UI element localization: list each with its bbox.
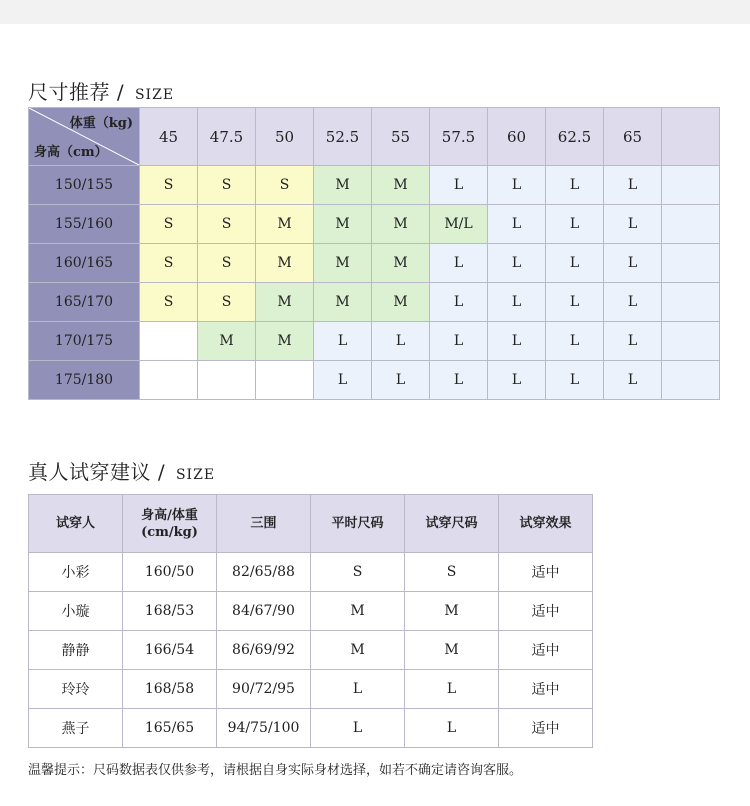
fit-cell: 适中 xyxy=(499,709,593,748)
fit-cell: 适中 xyxy=(499,553,593,592)
fit-table-row xyxy=(29,670,593,709)
fit-cell: 84/67/90 xyxy=(217,592,311,631)
fit-table-header-row xyxy=(29,495,593,553)
fit-cell: 小彩 xyxy=(29,553,123,592)
size-cell: M xyxy=(314,166,372,205)
size-cell: M xyxy=(372,205,430,244)
size-cell xyxy=(662,244,720,283)
size-cell: L xyxy=(604,205,662,244)
fit-cell: 86/69/92 xyxy=(217,631,311,670)
size-cell xyxy=(662,166,720,205)
size-cell: M xyxy=(372,283,430,322)
height-axis-label: 身高（cm） xyxy=(34,145,108,160)
size-cell xyxy=(662,361,720,400)
size-cell: S xyxy=(140,283,198,322)
size-cell xyxy=(140,322,198,361)
weight-header-cell xyxy=(662,108,720,166)
size-cell: M xyxy=(314,283,372,322)
height-range-cell: 170/175 xyxy=(29,322,140,361)
weight-header-cell: 65 xyxy=(604,108,662,166)
height-range-cell: 160/165 xyxy=(29,244,140,283)
size-table-header-row xyxy=(29,108,720,166)
weight-header-cell: 55 xyxy=(372,108,430,166)
fit-cell: 适中 xyxy=(499,592,593,631)
fit-header-cell: 试穿尺码 xyxy=(405,495,499,553)
size-title-sub: SIZE xyxy=(134,87,175,103)
size-cell: L xyxy=(488,166,546,205)
size-table-row xyxy=(29,205,720,244)
weight-header-cell: 60 xyxy=(488,108,546,166)
size-cell xyxy=(198,361,256,400)
fit-cell: 90/72/95 xyxy=(217,670,311,709)
size-cell: L xyxy=(430,166,488,205)
weight-header-cell: 47.5 xyxy=(198,108,256,166)
size-cell: L xyxy=(314,322,372,361)
fit-cell: L xyxy=(311,709,405,748)
height-range-cell: 150/155 xyxy=(29,166,140,205)
size-cell: L xyxy=(488,361,546,400)
size-cell: L xyxy=(314,361,372,400)
fit-cell: M xyxy=(405,631,499,670)
size-cell: M xyxy=(314,205,372,244)
size-cell: M xyxy=(256,244,314,283)
fit-cell: 160/50 xyxy=(123,553,217,592)
fit-cell: 165/65 xyxy=(123,709,217,748)
size-cell: M xyxy=(372,166,430,205)
size-cell: L xyxy=(546,283,604,322)
fit-cell: S xyxy=(405,553,499,592)
size-table-row xyxy=(29,244,720,283)
fit-cell: 168/53 xyxy=(123,592,217,631)
fit-cell: L xyxy=(311,670,405,709)
size-cell: L xyxy=(604,361,662,400)
top-bar xyxy=(0,0,750,24)
height-range-cell: 155/160 xyxy=(29,205,140,244)
size-cell: M xyxy=(198,322,256,361)
fit-cell: 静静 xyxy=(29,631,123,670)
fit-cell: 82/65/88 xyxy=(217,553,311,592)
size-cell: L xyxy=(546,205,604,244)
fit-cell: L xyxy=(405,709,499,748)
size-cell: L xyxy=(604,322,662,361)
size-cell: L xyxy=(488,244,546,283)
size-cell: M xyxy=(256,205,314,244)
size-table-row xyxy=(29,166,720,205)
size-cell: S xyxy=(140,205,198,244)
fit-cell: 166/54 xyxy=(123,631,217,670)
size-cell: S xyxy=(140,244,198,283)
fit-header-cell: 三围 xyxy=(217,495,311,553)
fit-cell: 玲玲 xyxy=(29,670,123,709)
fit-title-sub: SIZE xyxy=(175,467,216,483)
size-cell: S xyxy=(198,205,256,244)
fit-header-cell: 身高/体重 (cm/kg) xyxy=(123,495,217,553)
size-table-corner xyxy=(29,108,140,166)
weight-header-cell: 50 xyxy=(256,108,314,166)
size-table-row xyxy=(29,283,720,322)
size-cell: S xyxy=(256,166,314,205)
fit-cell: 94/75/100 xyxy=(217,709,311,748)
height-range-cell: 175/180 xyxy=(29,361,140,400)
size-cell: L xyxy=(546,361,604,400)
size-cell: S xyxy=(198,283,256,322)
fit-header-cell: 平时尺码 xyxy=(311,495,405,553)
size-table-row xyxy=(29,322,720,361)
weight-axis-label: 体重（kg) xyxy=(69,116,133,131)
size-cell: L xyxy=(604,244,662,283)
size-note: 温馨提示：尺码数据表仅供参考，请根据自身实际身材选择，如若不确定请咨询客服。 xyxy=(28,763,523,778)
weight-header-cell: 62.5 xyxy=(546,108,604,166)
size-cell: L xyxy=(372,322,430,361)
fitting-suggestion-table xyxy=(28,494,593,748)
size-cell: L xyxy=(430,283,488,322)
fit-cell: 168/58 xyxy=(123,670,217,709)
size-cell xyxy=(140,361,198,400)
size-cell: S xyxy=(140,166,198,205)
size-cell xyxy=(662,322,720,361)
size-cell: L xyxy=(546,166,604,205)
fit-table-row xyxy=(29,631,593,670)
size-section-title xyxy=(28,76,174,105)
fit-table-row xyxy=(29,709,593,748)
fit-cell: L xyxy=(405,670,499,709)
size-cell: L xyxy=(430,361,488,400)
size-cell: L xyxy=(488,322,546,361)
weight-header-cell: 57.5 xyxy=(430,108,488,166)
size-cell: M xyxy=(372,244,430,283)
size-title-text: 尺寸推荐 / xyxy=(28,80,125,104)
size-cell: S xyxy=(198,166,256,205)
fit-cell: S xyxy=(311,553,405,592)
fit-cell: 燕子 xyxy=(29,709,123,748)
size-cell: L xyxy=(488,283,546,322)
fit-header-cell: 试穿人 xyxy=(29,495,123,553)
size-cell: L xyxy=(546,322,604,361)
size-cell: M xyxy=(314,244,372,283)
size-cell xyxy=(662,283,720,322)
fit-cell: M xyxy=(311,631,405,670)
fit-section-title xyxy=(28,456,215,485)
fit-header-cell: 试穿效果 xyxy=(499,495,593,553)
size-table-row xyxy=(29,361,720,400)
size-cell: L xyxy=(488,205,546,244)
size-cell: L xyxy=(604,283,662,322)
weight-header-cell: 45 xyxy=(140,108,198,166)
size-cell: M xyxy=(256,322,314,361)
fit-table-row xyxy=(29,553,593,592)
fit-cell: 适中 xyxy=(499,670,593,709)
size-cell: M xyxy=(256,283,314,322)
size-cell: L xyxy=(430,322,488,361)
size-cell: L xyxy=(372,361,430,400)
fit-cell: 适中 xyxy=(499,631,593,670)
size-recommendation-table xyxy=(28,107,720,400)
size-cell: L xyxy=(604,166,662,205)
size-cell: L xyxy=(546,244,604,283)
fit-title-text: 真人试穿建议 / xyxy=(28,460,166,484)
height-range-cell: 165/170 xyxy=(29,283,140,322)
fit-cell: 小璇 xyxy=(29,592,123,631)
size-cell: M/L xyxy=(430,205,488,244)
fit-table-row xyxy=(29,592,593,631)
weight-header-cell: 52.5 xyxy=(314,108,372,166)
size-cell xyxy=(256,361,314,400)
fit-cell: M xyxy=(311,592,405,631)
size-cell: S xyxy=(198,244,256,283)
size-cell xyxy=(662,205,720,244)
fit-cell: M xyxy=(405,592,499,631)
size-cell: L xyxy=(430,244,488,283)
